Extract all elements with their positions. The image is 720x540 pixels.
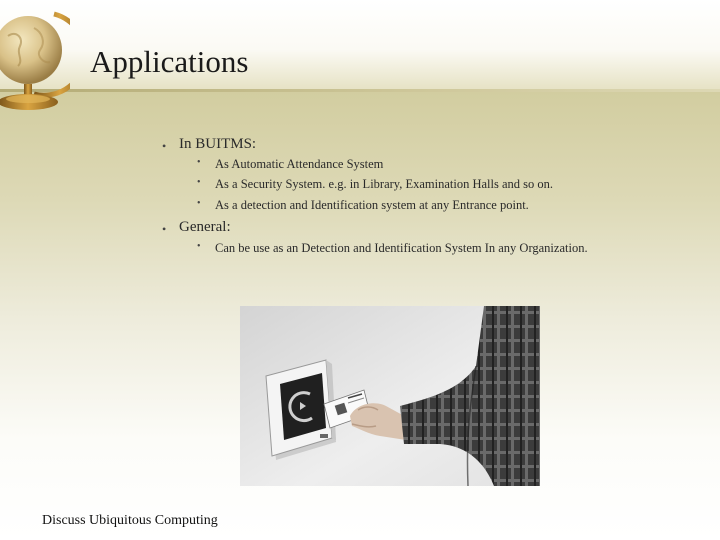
bullet-dot: • <box>162 222 167 236</box>
card-reader-photo <box>240 306 540 486</box>
slide-footer: Discuss Ubiquitous Computing <box>42 513 218 528</box>
bullet-dot: • <box>162 139 167 153</box>
bullet-dot: • <box>197 198 201 209</box>
bullet-dot: • <box>197 157 201 168</box>
list-item: As Automatic Attendance System <box>215 157 384 171</box>
section-heading: General: <box>179 219 231 235</box>
bullet-dot: • <box>197 177 201 188</box>
list-item: As a detection and Identification system at any Entrance point. <box>215 198 529 212</box>
bullet-dot: • <box>197 241 201 252</box>
slide-title: Applications <box>90 44 249 79</box>
globe-icon <box>0 2 70 120</box>
title-divider <box>0 89 720 92</box>
list-item: Can be use as an Detection and Identification System In any Organization. <box>215 241 588 255</box>
section-heading: In BUITMS: <box>179 136 257 152</box>
list-item: As a Security System. e.g. in Library, Examination Halls and so on. <box>215 177 554 191</box>
